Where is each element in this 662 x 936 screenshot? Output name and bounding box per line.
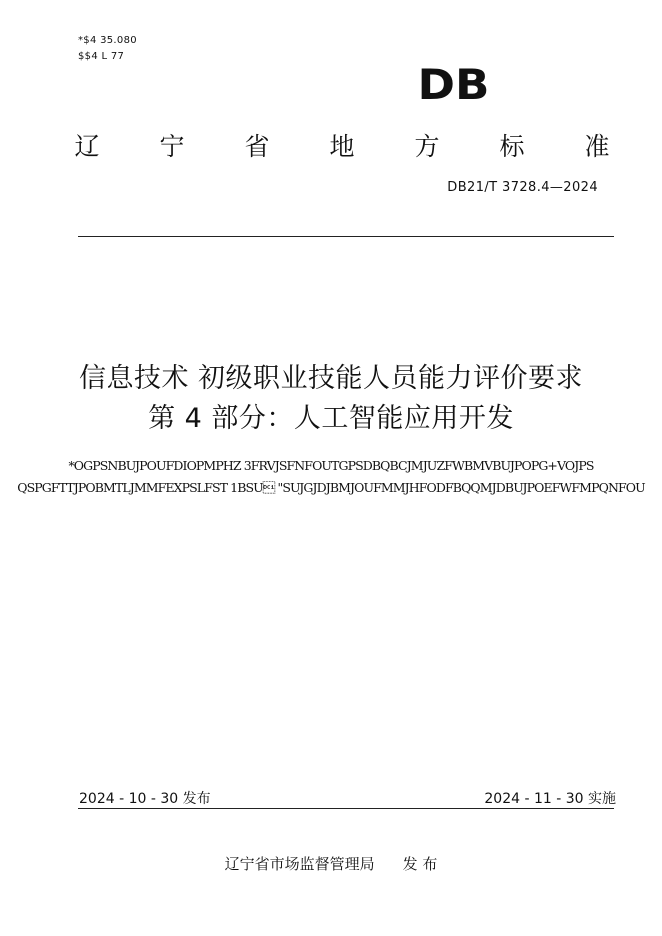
standard-category-char: 标 <box>499 132 525 161</box>
db-logo <box>417 66 490 102</box>
implement-date: 2024 - 11 - 30 实施 <box>484 791 616 807</box>
title-line-2: 第 4 部分：人工智能应用开发 <box>148 403 514 434</box>
issuer-action: 发 布 <box>402 855 438 873</box>
publish-date: 2024 - 10 - 30 发布 <box>79 791 211 807</box>
standard-category-char: 省 <box>244 132 270 161</box>
english-title-line-2: QSPGFTTJPOBMTLJMMFEXPSLFST 1BSU "SUJGJDJBMJOUFMMJHFODFBQQMJDBUJPOEFWFMPQNFOU <box>17 480 645 495</box>
standard-category-char: 宁 <box>159 132 185 161</box>
standard-category <box>72 127 612 163</box>
ics-code: *$4 35.080 <box>78 35 137 46</box>
title-line-1: 信息技术 初级职业技能人员能力评价要求 <box>78 363 584 394</box>
bottom-divider <box>78 808 614 809</box>
issuer <box>0 853 662 874</box>
standard-category-char: 准 <box>584 132 610 161</box>
english-title-line-1: *OGPSNBUJPOUFDIOPMPHZ 3FRVJSFNFOUTGPSDBQBCJMJUZFWBMVBUJPOPG+VOJPS <box>68 458 594 473</box>
standard-number: DB21/T 3728.4—2024 <box>447 180 598 195</box>
standard-category-char: 辽 <box>74 132 100 161</box>
classification-codes <box>78 33 137 65</box>
top-divider <box>78 236 614 237</box>
ccs-code: $$4 L 77 <box>78 51 125 62</box>
db-logo-text: DB <box>417 66 490 102</box>
issuer-name: 辽宁省市场监督管理局 <box>224 855 375 873</box>
standard-category-char: 地 <box>329 132 355 161</box>
standard-category-char: 方 <box>414 132 440 161</box>
